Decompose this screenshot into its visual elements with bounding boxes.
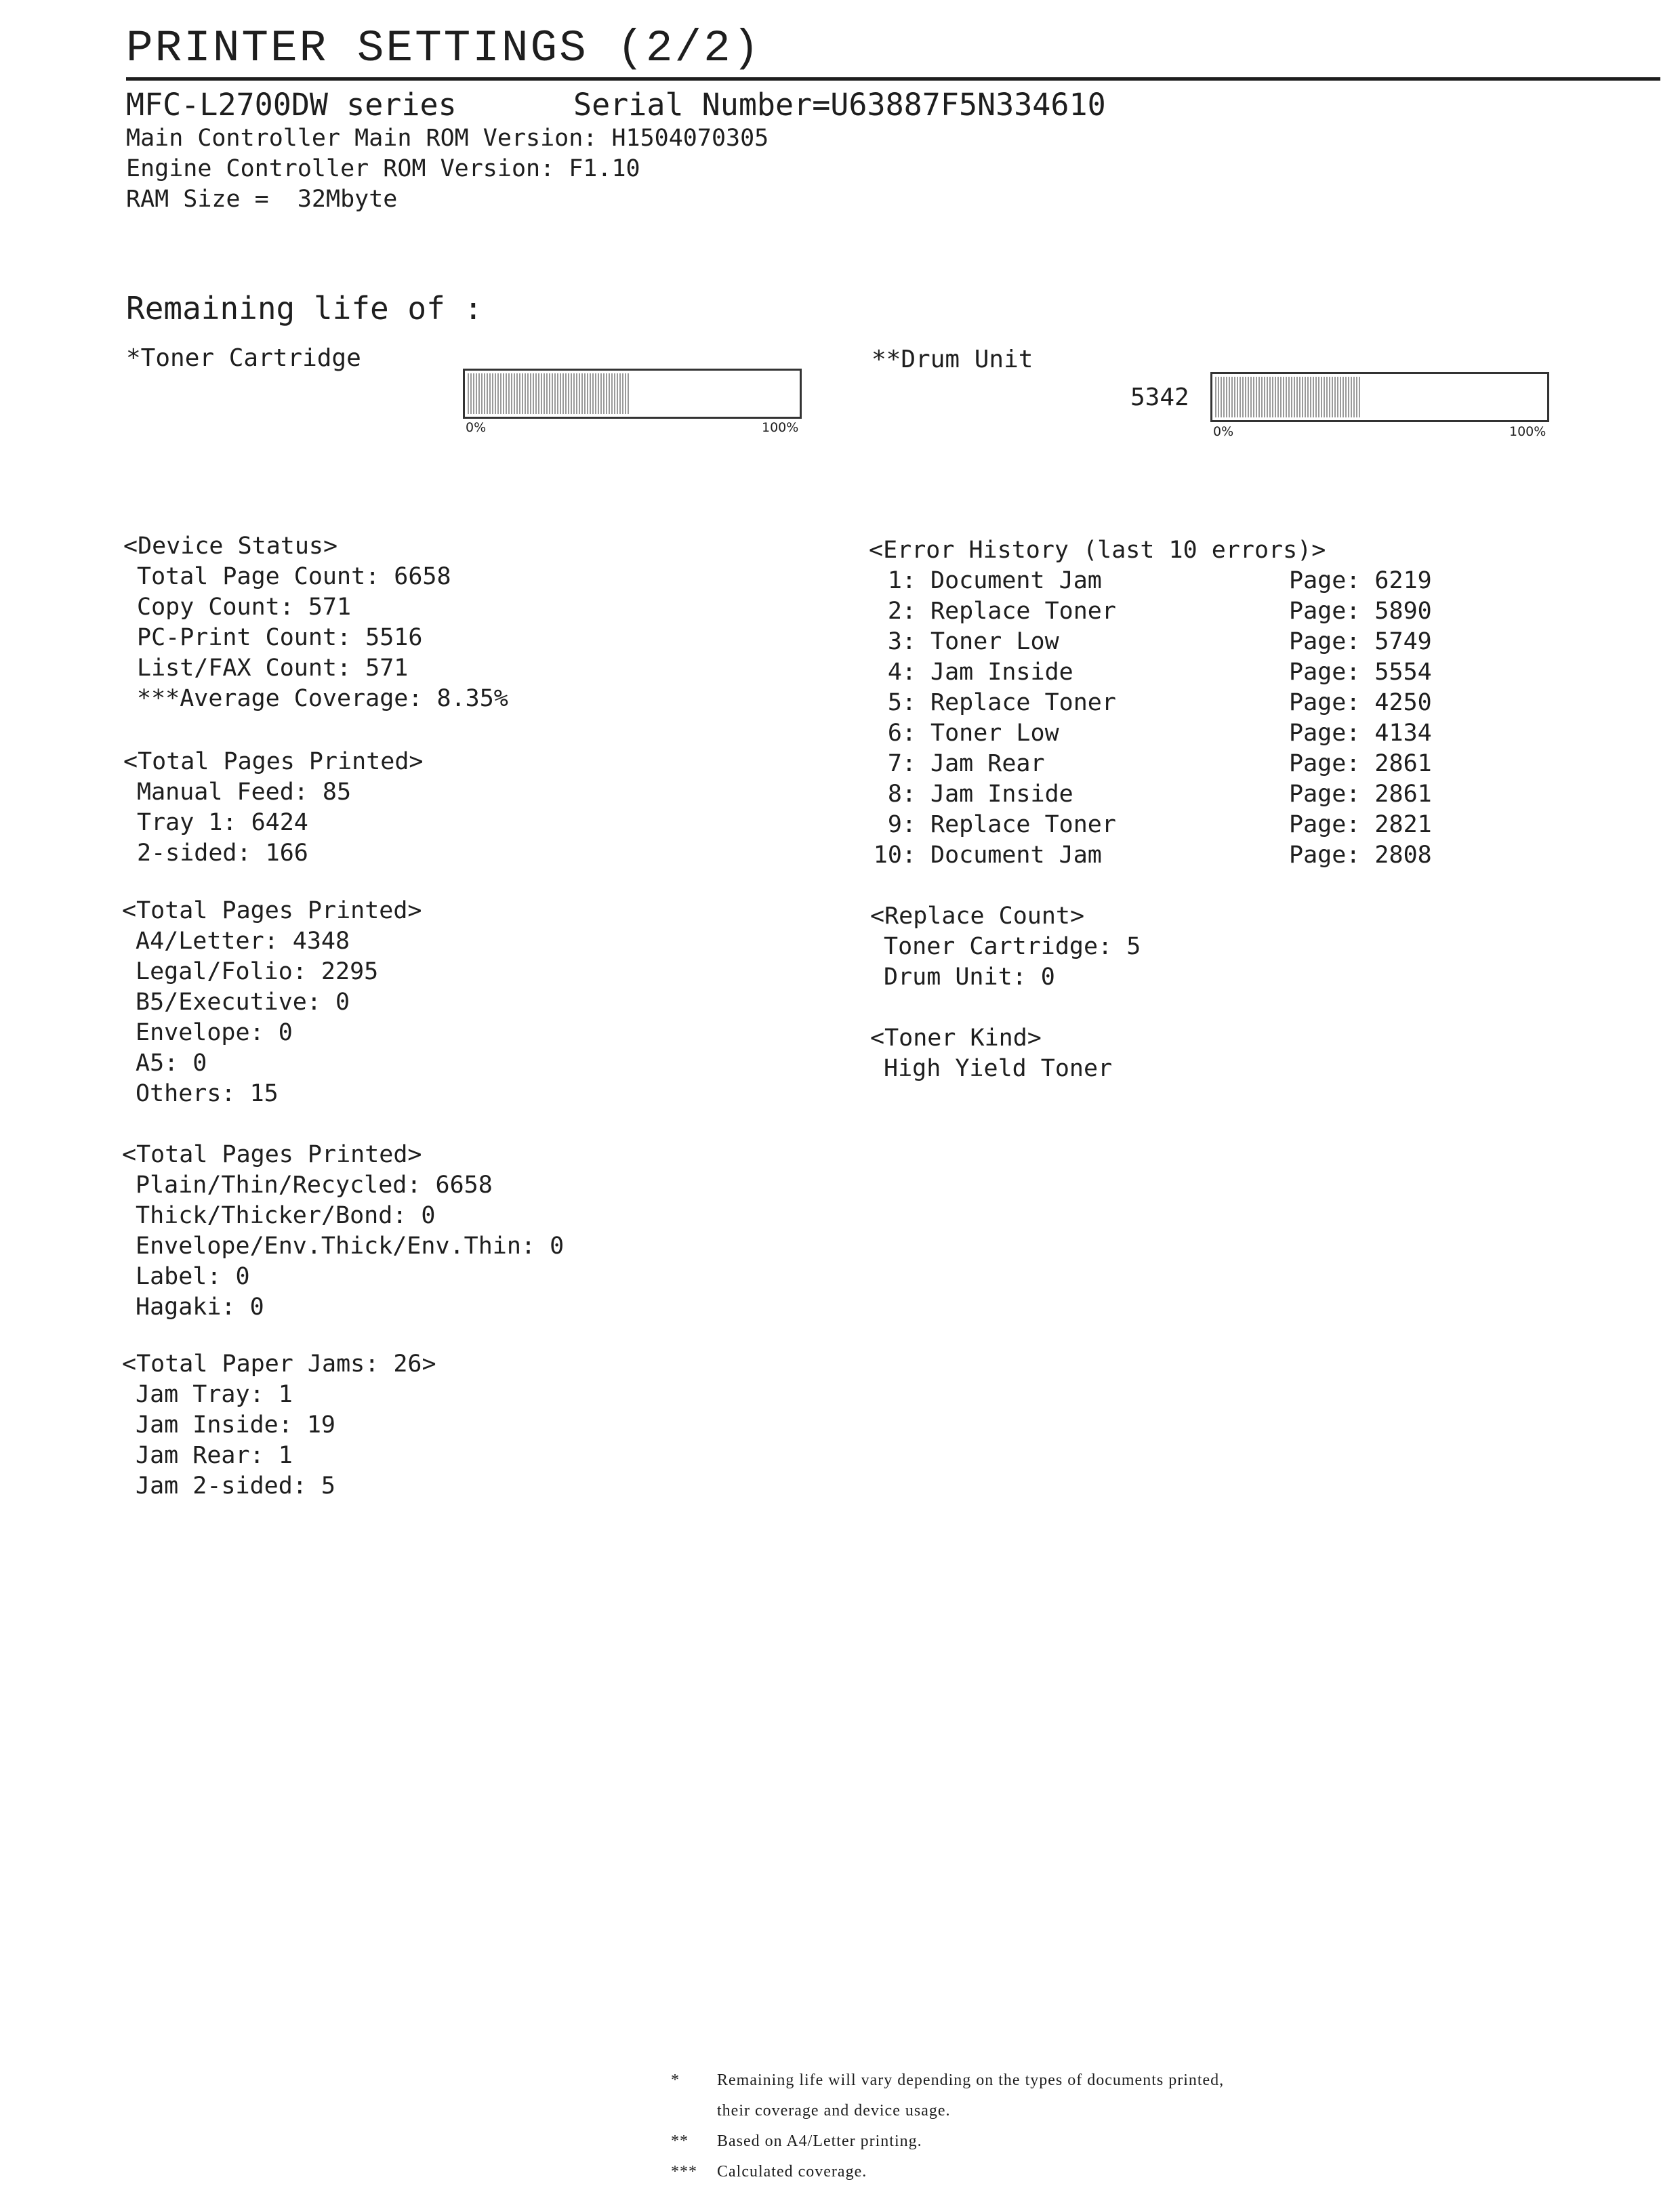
drum-count: 5342	[1130, 384, 1189, 411]
drum-label: **Drum Unit	[872, 346, 1033, 373]
list-item: Copy Count: 571	[137, 594, 352, 621]
error-description: Replace Toner	[930, 811, 1116, 838]
error-history-row	[869, 596, 1432, 627]
list-item: ***Average Coverage: 8.35%	[137, 685, 508, 712]
error-page: Page: 4134	[1289, 720, 1432, 747]
footnote-mark: *	[671, 2071, 680, 2089]
error-description: Replace Toner	[930, 598, 1116, 625]
error-number: 4:	[887, 659, 916, 686]
footnote	[671, 2157, 1224, 2187]
pages-by-size-heading: <Total Pages Printed>	[122, 897, 422, 924]
footnote	[671, 2126, 1224, 2157]
drum-scale-min: 0%	[1213, 424, 1234, 439]
footnotes	[671, 2065, 1224, 2187]
pages-by-media-heading: <Total Pages Printed>	[122, 1141, 422, 1168]
list-item: Jam Inside: 19	[136, 1411, 336, 1439]
toner-life-fill	[468, 373, 629, 414]
list-item: Total Page Count: 6658	[137, 563, 451, 590]
footnote	[671, 2065, 1224, 2096]
error-history-row	[869, 566, 1432, 596]
error-description: Jam Inside	[930, 659, 1073, 686]
device-status-heading: <Device Status>	[123, 533, 338, 560]
list-item: High Yield Toner	[884, 1055, 1113, 1082]
device-status-section	[123, 531, 508, 714]
error-history-row	[869, 657, 1432, 688]
main-rom-version: Main Controller Main ROM Version: H1504070305	[126, 125, 769, 152]
footnote-text: Calculated coverage.	[717, 2163, 867, 2181]
error-history-row	[869, 688, 1432, 718]
error-history-row	[869, 779, 1432, 810]
error-description: Replace Toner	[930, 689, 1116, 716]
toner-scale-max: 100%	[762, 420, 799, 435]
title-rule	[126, 77, 1660, 81]
pages-by-source-section	[123, 747, 424, 869]
error-number: 7:	[887, 750, 916, 777]
ram-size: RAM Size = 32Mbyte	[126, 186, 398, 213]
error-history-row	[869, 718, 1432, 749]
list-item: Tray 1: 6424	[137, 809, 308, 836]
list-item: Hagaki: 0	[136, 1294, 264, 1321]
footnote-mark	[671, 2096, 717, 2126]
replace-count-section	[870, 901, 1141, 993]
toner-kind-heading: <Toner Kind>	[870, 1025, 1042, 1052]
list-item: List/FAX Count: 571	[137, 655, 409, 682]
model-name: MFC-L2700DW series	[126, 87, 457, 123]
drum-scale-max: 100%	[1509, 424, 1546, 439]
paper-jams-section	[122, 1349, 436, 1502]
list-item: A5: 0	[136, 1050, 207, 1077]
error-number: 3:	[887, 628, 916, 655]
list-item: Toner Cartridge: 5	[884, 933, 1141, 960]
error-number: 1:	[887, 567, 916, 594]
list-item: Jam 2-sided: 5	[136, 1472, 336, 1500]
error-page: Page: 5890	[1289, 598, 1432, 625]
error-history-row	[869, 840, 1432, 871]
error-history-row	[869, 749, 1432, 779]
toner-label: *Toner Cartridge	[126, 344, 361, 372]
serial-number: Serial Number=U63887F5N334610	[573, 87, 1106, 123]
pages-by-media-section	[122, 1140, 564, 1323]
list-item: Label: 0	[136, 1263, 250, 1290]
error-page: Page: 5554	[1289, 659, 1432, 686]
remaining-life-heading: Remaining life of :	[126, 290, 483, 327]
error-description: Document Jam	[930, 567, 1102, 594]
error-number: 10:	[873, 842, 916, 869]
list-item: Envelope/Env.Thick/Env.Thin: 0	[136, 1233, 565, 1260]
toner-scale-min: 0%	[466, 420, 487, 435]
list-item: A4/Letter: 4348	[136, 928, 350, 955]
list-item: Thick/Thicker/Bond: 0	[136, 1202, 436, 1229]
error-history-row	[869, 627, 1432, 657]
error-description: Toner Low	[930, 628, 1059, 655]
replace-count-heading: <Replace Count>	[870, 903, 1085, 930]
footnote-mark: ***	[671, 2163, 697, 2181]
list-item: Jam Tray: 1	[136, 1381, 293, 1408]
error-number: 2:	[887, 598, 916, 625]
footnote-mark: **	[671, 2132, 689, 2150]
list-item: Envelope: 0	[136, 1019, 293, 1046]
footnote-text: Based on A4/Letter printing.	[717, 2132, 922, 2150]
list-item: Manual Feed: 85	[137, 779, 352, 806]
error-number: 5:	[887, 689, 916, 716]
error-page: Page: 2821	[1289, 811, 1432, 838]
list-item: Jam Rear: 1	[136, 1442, 293, 1469]
toner-kind-section	[870, 1023, 1112, 1084]
error-description: Jam Rear	[930, 750, 1045, 777]
error-history-row	[869, 810, 1432, 840]
footnote-text: Remaining life will vary depending on the types of documents printed,	[717, 2071, 1225, 2089]
list-item: 2-sided: 166	[137, 840, 308, 867]
error-number: 6:	[887, 720, 916, 747]
engine-rom-version: Engine Controller ROM Version: F1.10	[126, 155, 640, 182]
error-history-heading: <Error History (last 10 errors)>	[869, 537, 1326, 564]
footnote-text: their coverage and device usage.	[717, 2102, 951, 2120]
error-page: Page: 2861	[1289, 750, 1432, 777]
pages-by-source-heading: <Total Pages Printed>	[123, 748, 424, 775]
error-page: Page: 2861	[1289, 781, 1432, 808]
error-page: Page: 5749	[1289, 628, 1432, 655]
toner-life-gauge	[463, 369, 802, 419]
list-item: Plain/Thin/Recycled: 6658	[136, 1172, 493, 1199]
page-title: PRINTER SETTINGS (2/2)	[126, 23, 762, 74]
drum-life-gauge	[1210, 372, 1549, 422]
footnote	[671, 2096, 1224, 2126]
error-history-section	[869, 535, 1432, 871]
error-description: Toner Low	[930, 720, 1059, 747]
error-page: Page: 4250	[1289, 689, 1432, 716]
paper-jams-heading: <Total Paper Jams: 26>	[122, 1350, 436, 1378]
list-item: Drum Unit: 0	[884, 964, 1055, 991]
drum-life-fill	[1215, 377, 1360, 417]
list-item: B5/Executive: 0	[136, 989, 350, 1016]
list-item: Legal/Folio: 2295	[136, 958, 379, 985]
list-item: Others: 15	[136, 1080, 279, 1107]
list-item: PC-Print Count: 5516	[137, 624, 423, 651]
error-page: Page: 6219	[1289, 567, 1432, 594]
pages-by-size-section	[122, 896, 422, 1109]
error-description: Jam Inside	[930, 781, 1073, 808]
error-description: Document Jam	[930, 842, 1102, 869]
error-number: 8:	[887, 781, 916, 808]
error-page: Page: 2808	[1289, 842, 1432, 869]
error-number: 9:	[887, 811, 916, 838]
